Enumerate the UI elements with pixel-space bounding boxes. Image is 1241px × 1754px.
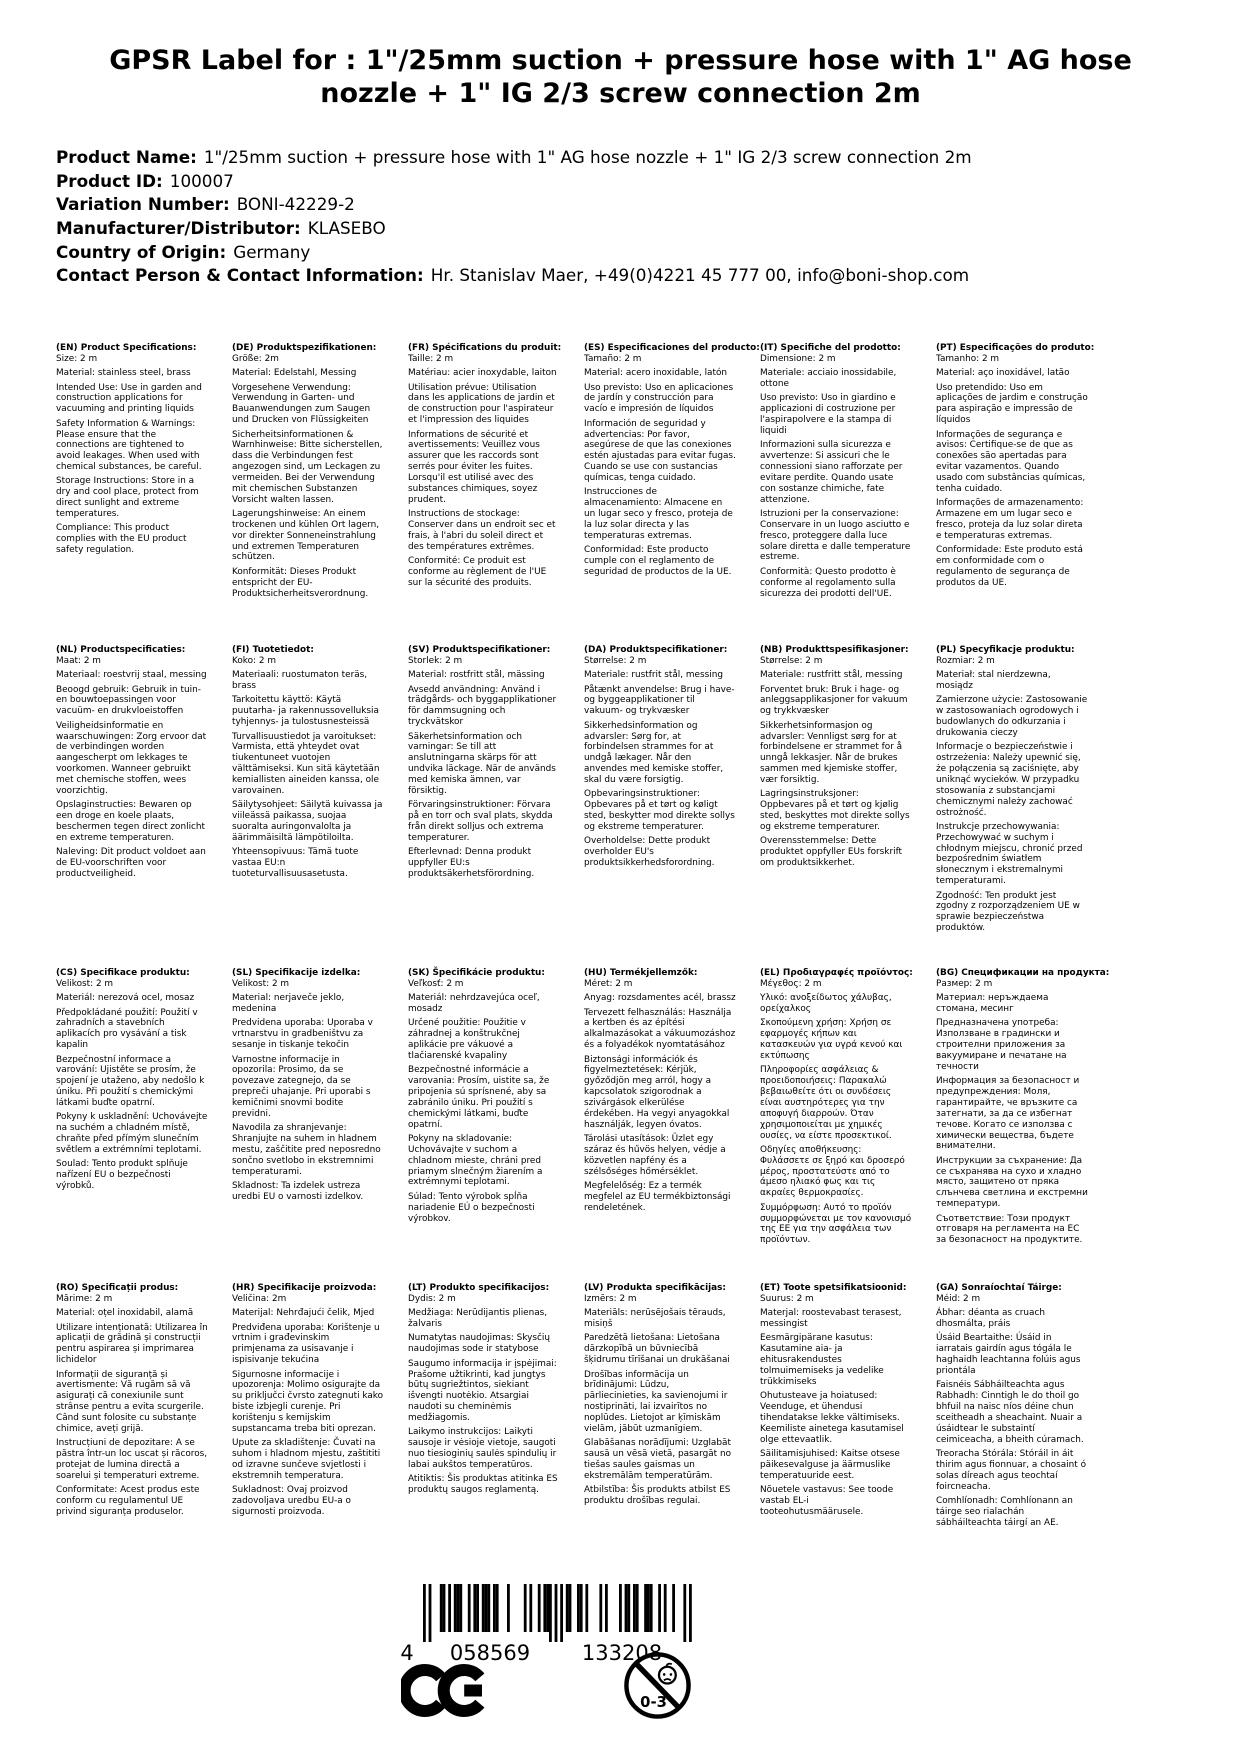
country-of-origin-row — [56, 241, 972, 265]
spec-paragraph: Maat: 2 m — [56, 655, 101, 666]
spec-paragraph: Predviđena uporaba: Korištenje u vrtnim i građevinskim primjenama za usisavanje i ispisivanje tekućina — [232, 1322, 380, 1366]
spec-paragraph: Υλικό: ανοξείδωτος χάλυβας, ορείχαλκος — [760, 993, 892, 1015]
spec-paragraph: Πληροφορίες ασφάλειας & προειδοποιήσεις: Παρακαλώ βεβαιωθείτε ότι οι συνδέσεις είναι αυστηρότερες για την αποφυγή διαρροών. Όταν χρησιμοποιείται με χημικές ουσίες, να είστε προσεκτικοί. — [760, 1065, 892, 1141]
lang-block-heading: (DA) Produktspecifikationer: — [584, 645, 728, 655]
spec-paragraph: Nõuetele vastavus: See toode vastab EL-i tooteohutusmäärusele. — [760, 1485, 894, 1517]
product-info-block — [56, 146, 972, 288]
spec-paragraph: Påtænkt anvendelse: Brug i have- og byggeapplikationer til vakuum- og trykvæsker — [584, 684, 735, 717]
spec-paragraph: Material: aço inoxidável, latão — [936, 368, 1070, 379]
spec-paragraph: Mărime: 2 m — [56, 1293, 113, 1304]
spec-paragraph: Informações de armazenamento: Armazene em um lugar seco e fresco, proteja da luz solar direta e temperaturas extremas. — [936, 498, 1084, 541]
spec-paragraph: Beoogd gebruik: Gebruik in tuin- en bouwtoepassingen voor vacuüm- en drukvloeistoffen — [56, 684, 201, 717]
spec-paragraph: Informații de siguranță și avertismente: Vă rugăm să vă asigurați că conexiunile sunt strânse pentru a evita scurgerile. Când sunt folosite cu substanțe chimice, aveți grijă. — [56, 1369, 204, 1434]
lang-block-heading: (HR) Specifikacije proizvoda: — [232, 1283, 377, 1293]
spec-paragraph: Opbevaringsinstruktioner: Opbevares på et tørt og køligt sted, beskytter mod direkte sollys og ekstreme temperaturer. — [584, 789, 735, 832]
lang-block-lt — [408, 1283, 560, 1499]
lang-block-heading: (BG) Спецификации на продукта: — [936, 968, 1110, 978]
lang-block-heading: (GA) Sonraíochtaí Táirge: — [936, 1283, 1062, 1293]
spec-paragraph: Tamaño: 2 m — [584, 353, 642, 364]
spec-paragraph: Materijal: Nehrđajući čelik, Mjed — [232, 1308, 375, 1319]
spec-paragraph: Materjal: roostevabast terasest, messingist — [760, 1308, 902, 1330]
lang-block-heading: (FI) Tuotetiedot: — [232, 645, 314, 655]
spec-paragraph: Förvaringsinstruktioner: Förvara på en torr och sval plats, skydda från direkt solljus och extrema temperaturer. — [408, 800, 553, 843]
spec-paragraph: Méid: 2 m — [936, 1293, 981, 1304]
spec-paragraph: Informacje o bezpieczeństwie i ostrzeżenia: Należy upewnić się, że połączenia są zaciśnięte, aby uniknąć wycieków. W przypadku stosowania z substancjami chemicznymi należy zachować ostrożność. — [936, 742, 1081, 818]
spec-paragraph: Materiale: rustfritt stål, messing — [760, 670, 903, 681]
spec-paragraph: Safety Information & Warnings: Please ensure that the connections are tightened to avoid leakages. When used with chemical substances, be careful. — [56, 418, 202, 473]
spec-paragraph: Předpokládané použití: Použití v zahradních a stavebních aplikacích pro vysávání a tisk kapalin — [56, 1007, 198, 1051]
spec-paragraph: Συμμόρφωση: Αυτό το προϊόν συμμορφώνεται με τον κανονισμό της ΕΕ για την ασφάλεια των προϊόντων. — [760, 1202, 912, 1246]
lang-block-heading: (NB) Produkttspesifikasjoner: — [760, 645, 909, 655]
spec-paragraph: Compliance: This product complies with the EU product safety regulation. — [56, 523, 187, 556]
barcode-digit-prefix: 4 — [400, 1641, 414, 1664]
spec-paragraph: Zamierzone użycie: Zastosowanie w zastosowaniach ogrodowych i budowlanych do odkurzania i drukowania cieczy — [936, 695, 1088, 739]
spec-paragraph: Materiāls: nerūsējošais tērauds, misiņš — [584, 1308, 726, 1330]
variation-number-value: BONI-42229-2 — [236, 194, 355, 215]
manufacturer-label: Manufacturer/Distributor: — [56, 218, 301, 239]
lang-row-3 — [56, 968, 1196, 1283]
spec-paragraph: Comhlíonadh: Comhlíonann an táirge seo rialachán sábháilteachta táirgí an AE. — [936, 1495, 1073, 1528]
spec-paragraph: Soulad: Tento produkt splňuje nařízení EU o bezpečnosti výrobků. — [56, 1159, 188, 1191]
spec-paragraph: Úsáid Beartaithe: Úsáid in iarratais gairdín agus tógála le haghaidh leachtanna folúis agus priontála — [936, 1333, 1081, 1377]
spec-paragraph: Treoracha Stórála: Stóráil in áit thirim agus fionnuar, a chosaint ó solas díreach agus teochtaí foircneacha. — [936, 1449, 1086, 1492]
spec-paragraph: Veiligheidsinformatie en waarschuwingen: Zorg ervoor dat de verbindingen worden aangescherpt om lekkages te voorkomen. Wanneer gebruikt met chemische stoffen, wees voorzichtig. — [56, 720, 207, 796]
lang-block-heading: (ES) Especificaciones del producto: — [584, 343, 760, 353]
spec-paragraph: Material: Edelstahl, Messing — [232, 368, 357, 379]
spec-paragraph: Material: acero inoxidable, latón — [584, 368, 728, 379]
spec-paragraph: Ohutusteave ja hoiatused: Veenduge, et ühendusi tihendatakse lekke vältimiseks. Keemiliste ainetega kasutamisel olge ettevaatlik. — [760, 1391, 904, 1445]
lang-block-sv — [408, 645, 560, 883]
age-warning-icon — [622, 1650, 693, 1725]
spec-paragraph: Materiaal: roestvrij staal, messing — [56, 670, 207, 681]
country-of-origin-label: Country of Origin: — [56, 241, 227, 262]
spec-paragraph: Tervezett felhasználás: Használja a kertben és az építési alkalmazásokat a vákuumozáshoz és a folyadékok nyomtatásához — [584, 1007, 736, 1051]
spec-paragraph: Efterlevnad: Denna produkt uppfyller EU:s produktsäkerhetsförordning. — [408, 847, 535, 879]
lang-block-el — [760, 968, 912, 1250]
spec-paragraph: Uso pretendido: Uso em aplicações de jardim e construção para aspiração e impressão de líquidos — [936, 382, 1088, 426]
spec-paragraph: Ábhar: déanta as cruach dhosmálta, práis — [936, 1308, 1045, 1330]
country-of-origin-value: Germany — [233, 241, 311, 262]
spec-paragraph: Lagringsinstruksjoner: Oppbevares på et tørt og kjølig sted, beskyttes mot direkte sollys og ekstreme temperaturer. — [760, 789, 910, 832]
spec-paragraph: Utilisation prévue: Utilisation dans les applications de jardin et de construction pour l'aspirateur et l'impression des liquides — [408, 382, 555, 426]
spec-paragraph: Informazioni sulla sicurezza e avvertenze: Si assicuri che le connessioni siano rafforzate per evitare perdite. Quando usate con sostanze chimiche, fate attenzione. — [760, 440, 903, 505]
spec-paragraph: Koko: 2 m — [232, 655, 276, 666]
spec-paragraph: Konformität: Dieses Produkt entspricht der EU-Produktsicherheitsverordnung. — [232, 566, 369, 599]
spec-paragraph: Tarkoitettu käyttö: Käytä puutarha- ja rakennussovelluksia tyhjennys- ja tulostusnesteissä — [232, 695, 379, 728]
spec-paragraph: Yhteensopivuus: Tämä tuote vastaa EU:n tuoteturvallisuusasetusta. — [232, 847, 359, 879]
spec-paragraph: Säilytysohjeet: Säilytä kuivassa ja viileässä paikassa, suojaa suoralta auringonvalolta ja äärimmäisiltä lämpötiloilta. — [232, 800, 383, 843]
lang-block-lv — [584, 1283, 736, 1510]
lang-block-heading: (SV) Produktspecifikationer: — [408, 645, 551, 655]
lang-block-sk — [408, 968, 560, 1228]
spec-paragraph: Sikkerhetsinformasjon og advarsler: Vennligst sørg for at forbindelsene er strammet for å unngå lekkasjer. Når de brukes sammen med kjemiske stoffer, vær forsiktig. — [760, 720, 903, 785]
spec-paragraph: Instructions de stockage: Conserver dans un endroit sec et frais, à l'abri du soleil direct et des températures extrêmes. — [408, 509, 556, 552]
spec-paragraph: Material: oțel inoxidabil, alamă — [56, 1308, 194, 1319]
spec-paragraph: Upute za skladištenje: Čuvati na suhom i hladnom mjestu, zaštititi od izravne sunčeve svjetlosti i ekstremnih temperatura. — [232, 1438, 381, 1481]
lang-block-heading: (ET) Toote spetsifikatsioonid: — [760, 1283, 907, 1293]
spec-paragraph: Материал: неръждаема стомана, месинг — [936, 993, 1049, 1015]
spec-paragraph: Pokyny k uskladnění: Uchovávejte na suchém a chladném místě, chraňte před přímým slunečním světlem a extrémními teplotami. — [56, 1112, 208, 1155]
lang-block-heading: (CS) Specifikace produktu: — [56, 968, 190, 978]
spec-paragraph: Matériau: acier inoxydable, laiton — [408, 368, 557, 379]
contact-row — [56, 264, 972, 288]
spec-paragraph: Sukladnost: Ovaj proizvod zadovoljava uredbu EU-a o sigurnosti proizvoda. — [232, 1485, 351, 1517]
spec-paragraph: Veľkosť: 2 m — [408, 978, 464, 989]
spec-paragraph: Sigurnosne informacije i upozorenja: Molimo osigurajte da su priključci čvrsto zategnuti kako biste izbjegli curenje. Pri korištenju s kemijskim supstancama treba biti oprezan. — [232, 1369, 384, 1434]
spec-paragraph: Naleving: Dit product voldoet aan de EU-voorschriften voor productveiligheid. — [56, 847, 206, 879]
lang-block-heading: (EL) Προδιαγραφές προϊόντος: — [760, 968, 913, 978]
ce-mark-svg — [401, 1661, 490, 1720]
spec-paragraph: Bezpečnostné informácie a varovania: Prosím, uistite sa, že pripojenia sú sprísnené, aby sa zabránilo úniku. Pri použití s chemickými látkami, buďte opatrní. — [408, 1065, 550, 1130]
lang-block-sl — [232, 968, 384, 1206]
spec-paragraph: Größe: 2m — [232, 353, 279, 364]
variation-number-row — [56, 193, 972, 217]
lang-block-bg — [936, 968, 1110, 1250]
spec-paragraph: Zgodność: Ten produkt jest zgodny z rozporządzeniem UE w sprawie bezpieczeństwa produktów. — [936, 890, 1080, 934]
lang-block-heading: (HU) Termékjellemzők: — [584, 968, 698, 978]
spec-paragraph: Veličina: 2m — [232, 1293, 287, 1304]
spec-paragraph: Conformità: Questo prodotto è conforme al regolamento sulla sicurezza dei prodotti dell'UE. — [760, 566, 896, 599]
barcode-digits-left: 058569 — [449, 1641, 531, 1664]
lang-block-heading: (LT) Produkto specifikacijos: — [408, 1283, 550, 1293]
spec-paragraph: Forventet bruk: Bruk i hage- og anleggsapplikasjoner for vakuum og trykkvæsker — [760, 684, 908, 717]
spec-paragraph: Určené použitie: Použitie v záhradnej a konštrukčnej aplikácie pre vákuové a tlačiarenské kvapaliny — [408, 1018, 526, 1062]
spec-paragraph: Material: rostfritt stål, mässing — [408, 670, 545, 681]
lang-block-heading: (LV) Produkta specifikācijas: — [584, 1283, 726, 1293]
lang-block-hu — [584, 968, 736, 1217]
product-id-value: 100007 — [169, 170, 234, 191]
spec-paragraph: Säkerhetsinformation och varningar: Se till att anslutningarna skärps för att undvika läckage. När de används med kemiska ämnen, var försiktig. — [408, 731, 556, 796]
spec-paragraph: Storage Instructions: Store in a dry and cool place, protect from direct sunlight and extreme temperatures. — [56, 476, 199, 520]
lang-block-it — [760, 343, 912, 603]
spec-paragraph: Dimensione: 2 m — [760, 353, 836, 364]
spec-paragraph: Medžiaga: Nerūdijantis plienas, žalvaris — [408, 1308, 548, 1330]
spec-paragraph: Μέγεθος: 2 m — [760, 978, 822, 989]
spec-paragraph: Conformitate: Acest produs este conform cu regulamentul UE privind siguranța produselor. — [56, 1485, 200, 1517]
spec-paragraph: Overholdelse: Dette produkt overholder EU's produktsikkerhedsforordning. — [584, 836, 715, 868]
spec-paragraph: Velikost: 2 m — [232, 978, 290, 989]
product-name-value: 1"/25mm suction + pressure hose with 1" AG hose nozzle + 1" IG 2/3 screw connection 2m — [203, 147, 972, 167]
spec-paragraph: Sikkerhedsinformation og advarsler: Sørg for, at forbindelsen strammes for at undgå lækager. Når den anvendes med kemiske stoffer, skal du være forsigtig. — [584, 720, 724, 785]
lang-block-da — [584, 645, 736, 872]
spec-paragraph: Eesmärgipärane kasutus: Kasutamine aia- ja ehitusrakendustes tolmuimemiseks ja vedelike trükkimiseks — [760, 1333, 884, 1387]
product-id-row — [56, 170, 972, 194]
spec-paragraph: Tárolási utasítások: Üzlet egy száraz és hűvös helyen, védje a közvetlen napfény és a szélsőséges hőmérséklet. — [584, 1134, 726, 1177]
variation-number-label: Variation Number: — [56, 194, 230, 215]
lang-block-nb — [760, 645, 912, 872]
spec-paragraph: Biztonsági információk és figyelmeztetések: Kérjük, győződjön meg arról, hogy a kapcsolatok szigorodnak a szivárgások elkerülése érdekében. Ha vegyi anyagokkal használják, legyen óvatos. — [584, 1054, 730, 1130]
lang-block-en — [56, 343, 208, 559]
spec-paragraph: Materiale: rustfrit stål, messing — [584, 670, 723, 681]
spec-paragraph: Numatytas naudojimas: Skysčių naudojimas sode ir statybose — [408, 1333, 550, 1355]
lang-row-2 — [56, 645, 1196, 968]
spec-paragraph: Size: 2 m — [56, 353, 98, 364]
barcode-digits-right: 133208 — [581, 1641, 663, 1664]
spec-paragraph: Информация за безопасност и предупреждения: Моля, гарантирайте, че връзките са затегнати, за да се избегнат течове. Когато се използва с химически вещества, бъдете внимателни. — [936, 1076, 1080, 1152]
spec-paragraph: Conformidad: Este producto cumple con el reglamento de seguridad de productos de la UE. — [584, 545, 732, 577]
spec-paragraph: Intended Use: Use in garden and construction applications for vacuuming and printing liquids — [56, 382, 202, 415]
spec-paragraph: Storlek: 2 m — [408, 655, 463, 666]
spec-paragraph: Glabāšanas norādījumi: Uzglabāt sausā un vēsā vietā, pasargāt no tiešas saules gaismas un ekstremālām temperatūrām. — [584, 1438, 732, 1481]
spec-paragraph: Drošības informācija un brīdinājumi: Lūdzu, pārliecinieties, ka savienojumi ir nostiprināti, lai izvairītos no noplūdes. Lietojot ar ķīmiskām vielām, jābūt uzmanīgiem. — [584, 1369, 728, 1434]
spec-paragraph: Anyag: rozsdamentes acél, brassz — [584, 993, 736, 1004]
spec-paragraph: Istruzioni per la conservazione: Conservare in un luogo asciutto e fresco, proteggere dalla luce solare diretta e dalle temperature estreme. — [760, 509, 911, 563]
lang-block-de — [232, 343, 384, 603]
spec-paragraph: Sicherheitsinformationen & Warnhinweise: Bitte sicherstellen, dass die Verbindungen fest angezogen sind, um Leckagen zu vermeiden. Bei der Verwendung mit chemischen Substanzen Vorsicht walten lassen. — [232, 429, 383, 505]
spec-paragraph: Materiál: nerezová ocel, mosaz — [56, 993, 195, 1004]
spec-paragraph: Størrelse: 2 m — [760, 655, 823, 666]
language-columns — [56, 343, 1196, 1532]
lang-row-1 — [56, 343, 1196, 645]
spec-paragraph: Méret: 2 m — [584, 978, 633, 989]
spec-paragraph: Conformidade: Este produto está em conformidade com o regulamento de segurança de produtos da UE. — [936, 545, 1083, 588]
lang-block-heading: (SL) Specifikacije izdelka: — [232, 968, 361, 978]
lang-block-heading: (NL) Productspecificaties: — [56, 645, 186, 655]
spec-paragraph: Saugumo informacija ir įspėjimai: Prašome užtikrinti, kad jungtys būtų sugriežtintos, siekiant išvengti nuotėkio. Atsargiai naudoti su cheminėmis medžiagomis. — [408, 1358, 557, 1423]
spec-paragraph: Paredzētā lietošana: Lietošana dārzkopībā un būvniecībā šķidrumu tīrīšanai un drukāšanai — [584, 1333, 730, 1366]
spec-paragraph: Faisnéis Sábháilteachta agus Rabhadh: Cinntigh le do thoil go bhfuil na naisc níos déine chun sceitheadh a sheachaint. Nuair a úsáidtear le substaintí ceimiceacha, a bheith cúramach. — [936, 1380, 1084, 1445]
contact-value: Hr. Stanislav Maer, +49(0)4221 45 777 00, info@boni-shop.com — [430, 265, 970, 286]
spec-paragraph: Información de seguridad y advertencias: Por favor, asegúrese de que las conexiones estén ajustadas para evitar fugas. Cuando se use con sustancias químicas, tenga cuidado. — [584, 418, 736, 483]
spec-paragraph: Izmērs: 2 m — [584, 1293, 637, 1304]
lang-block-heading: (PL) Specyfikacje produktu: — [936, 645, 1075, 655]
lang-block-nl — [56, 645, 208, 883]
spec-paragraph: Σκοπούμενη χρήση: Χρήση σε εφαρμογές κήπων και κατασκευών για υγρά κενού και εκτύπωσης — [760, 1018, 903, 1062]
age-warning-svg — [622, 1650, 693, 1721]
lang-block-heading: (IT) Specifiche del prodotto: — [760, 343, 901, 353]
spec-paragraph: Instrukcje przechowywania: Przechowywać w suchym i chłodnym miejscu, chronić przed bezpośrednim światłem słonecznym i ekstremalnymi temperaturami. — [936, 821, 1083, 887]
spec-paragraph: Предназначена употреба: Използване в градински и строителни приложения за вакуумиране и печатане на течности — [936, 1018, 1067, 1072]
spec-paragraph: Instrucciones de almacenamiento: Almacene en un lugar seco y fresco, proteja de la luz solar directa y las temperaturas extremas. — [584, 487, 733, 541]
spec-paragraph: Инструкции за съхранение: Да се съхранява на сухо и хладно място, защитено от пряка слънчева светлина и екстремни температури. — [936, 1155, 1088, 1210]
spec-paragraph: Säilitamisjuhised: Kaitse otsese päikesevalguse ja äärmuslike temperatuuride eest. — [760, 1449, 900, 1481]
age-warning-text: 0-3 — [640, 1694, 667, 1712]
spec-paragraph: Bezpečnostní informace a varování: Ujistěte se prosím, že spojení je utaženo, aby nedošlo k úniku. Při použití s chemickými látkami buďte opatrní. — [56, 1054, 205, 1108]
spec-paragraph: Material: stainless steel, brass — [56, 368, 191, 379]
spec-paragraph: Material: nerjaveče jeklo, medenina — [232, 993, 345, 1015]
lang-block-cs — [56, 968, 208, 1195]
lang-block-fr — [408, 343, 560, 592]
spec-paragraph: Taille: 2 m — [408, 353, 454, 364]
spec-paragraph: Informations de sécurité et avertissements: Veuillez vous assurer que les raccords sont serrés pour éviter les fuites. Lorsqu'il est utilisé avec des substances chimiques, soyez prudent. — [408, 429, 540, 505]
spec-paragraph: Laikymo instrukcijos: Laikyti sausoje ir vėsioje vietoje, saugoti nuo tiesioginių saulės spindulių ir labai aukštos temperatūros. — [408, 1427, 557, 1470]
spec-paragraph: Съответствие: Този продукт отговаря на регламента на ЕС за безопасност на продуктите. — [936, 1213, 1083, 1246]
spec-paragraph: Utilizare intenționată: Utilizarea în aplicații de grădină și construcții pentru aspirarea și imprimarea lichidelor — [56, 1322, 208, 1366]
page-title — [0, 44, 1241, 111]
lang-block-heading: (FR) Spécifications du produit: — [408, 343, 562, 353]
spec-paragraph: Atbilstība: Šis produkts atbilst ES produktu drošības regulai. — [584, 1485, 731, 1506]
lang-block-heading: (SK) Špecifikácie produktu: — [408, 968, 545, 978]
spec-paragraph: Rozmiar: 2 m — [936, 655, 995, 666]
lang-block-pt — [936, 343, 1095, 592]
manufacturer-value: KLASEBO — [307, 218, 386, 239]
spec-paragraph: Megfelelőség: Ez a termék megfelel az EU termékbiztonsági rendeletének. — [584, 1180, 731, 1213]
lang-block-heading: (EN) Product Specifications: — [56, 343, 197, 353]
spec-paragraph: Overensstemmelse: Dette produktet oppfyller EUs forskrift om produktsikkerhet. — [760, 836, 903, 868]
lang-block-et — [760, 1283, 912, 1521]
spec-paragraph: Predvidena uporaba: Uporaba v vrtnarstvu in gradbeništvu za sesanje in tiskanje tekočin — [232, 1018, 373, 1051]
lang-block-heading: (RO) Specificații produs: — [56, 1283, 179, 1293]
lang-row-4 — [56, 1283, 1196, 1532]
spec-paragraph: Velikost: 2 m — [56, 978, 114, 989]
lang-block-hr — [232, 1283, 384, 1521]
lang-block-ro — [56, 1283, 208, 1521]
spec-paragraph: Súlad: Tento výrobok spĺňa nariadenie EÚ o bezpečnosti výrobkov. — [408, 1191, 535, 1224]
spec-paragraph: Materiál: nehrdzavejúca oceľ, mosadz — [408, 993, 540, 1015]
spec-paragraph: Uso previsto: Uso en aplicaciones de jardín y construcción para vacío e impresión de líquidos — [584, 382, 734, 415]
lang-block-pl — [936, 645, 1088, 937]
spec-paragraph: Suurus: 2 m — [760, 1293, 814, 1304]
spec-paragraph: Οδηγίες αποθήκευσης: Φυλάσσετε σε ξηρό και δροσερό μέρος, προστατεύστε από το άμεσο ηλιακό φως και τις ακραίες θερμοκρασίες. — [760, 1144, 905, 1199]
product-name-label: Product Name: — [56, 147, 197, 167]
product-name-row — [56, 146, 972, 170]
contact-label: Contact Person & Contact Information: — [56, 265, 424, 286]
spec-paragraph: Turvallisuustiedot ja varoitukset: Varmista, että yhteydet ovat tiukentuneet vuotojen välttämiseksi. Kun sitä käytetään kemiallisten aineiden kanssa, ole varovainen. — [232, 731, 380, 796]
spec-paragraph: Lagerungshinweise: An einem trockenen und kühlen Ort lagern, vor direkter Sonneneinstrahlung und extremen Temperaturen schützen. — [232, 509, 380, 563]
spec-paragraph: Materiaali: ruostumaton teräs, brass — [232, 670, 368, 692]
spec-paragraph: Informações de segurança e avisos: Certifique-se de que as conexões são apertadas para evitar vazamentos. Quando usado com substâncias químicas, tenha cuidado. — [936, 429, 1086, 494]
lang-block-fi — [232, 645, 384, 883]
ce-mark-icon — [401, 1661, 490, 1724]
spec-paragraph: Avsedd användning: Använd i trädgårds- och byggapplikationer för dammsugning och tryckvätskor — [408, 684, 557, 728]
lang-block-heading: (PT) Especificações do produto: — [936, 343, 1095, 353]
manufacturer-row — [56, 217, 972, 241]
spec-paragraph: Skladnost: Ta izdelek ustreza uredbi EU o varnosti izdelkov. — [232, 1180, 364, 1202]
spec-paragraph: Tamanho: 2 m — [936, 353, 1000, 364]
lang-block-ga — [936, 1283, 1088, 1532]
spec-paragraph: Varnostne informacije in opozorila: Prosimo, da se povezave zategnejo, da se prepreči uhajanje. Pri uporabi s kemičnimi snovmi bodite previdni. — [232, 1054, 371, 1119]
spec-paragraph: Materiał: stal nierdzewna, mosiądz — [936, 670, 1051, 692]
spec-paragraph: Atitiktis: Šis produktas atitinka ES produktų saugos reglamentą. — [408, 1474, 558, 1496]
spec-paragraph: Pokyny na skladovanie: Uchovávajte v suchom a chladnom mieste, chráni pred priamym slnečným žiarením a extrémnymi teplotami. — [408, 1134, 543, 1188]
spec-paragraph: Materiale: acciaio inossidabile, ottone — [760, 368, 897, 390]
lang-block-es — [584, 343, 760, 581]
spec-paragraph: Instrucțiuni de depozitare: A se păstra într-un loc uscat și răcoros, protejat de lumina directă a soarelui și temperaturi extreme. — [56, 1438, 208, 1481]
spec-paragraph: Vorgesehene Verwendung: Verwendung in Garten- und Bauanwendungen zum Saugen und Drucken von Flüssigkeiten — [232, 382, 371, 426]
spec-paragraph: Dydis: 2 m — [408, 1293, 456, 1304]
spec-paragraph: Størrelse: 2 m — [584, 655, 647, 666]
lang-block-heading: (DE) Produktspezifikationen: — [232, 343, 377, 353]
product-id-label: Product ID: — [56, 170, 163, 191]
page-title-text: GPSR Label for : 1"/25mm suction + pressure hose with 1" AG hose nozzle + 1" IG 2/3 screw connection 2m — [109, 45, 1132, 110]
spec-paragraph: Uso previsto: Uso in giardino e applicazioni di costruzione per l'aspirapolvere e la stampa di liquidi — [760, 393, 896, 437]
spec-paragraph: Navodila za shranjevanje: Shranjujte na suhem in hladnem mestu, zaščitite pred neposredno sončno svetlobo in ekstremnimi temperaturami. — [232, 1123, 381, 1177]
spec-paragraph: Opslaginstructies: Bewaren op een droge en koele plaats, beschermen tegen direct zonlicht en extreme temperaturen. — [56, 800, 206, 843]
spec-paragraph: Conformité: Ce produit est conforme au règlement de l'UE sur la sécurité des produits. — [408, 555, 547, 588]
spec-paragraph: Размер: 2 m — [936, 978, 993, 989]
